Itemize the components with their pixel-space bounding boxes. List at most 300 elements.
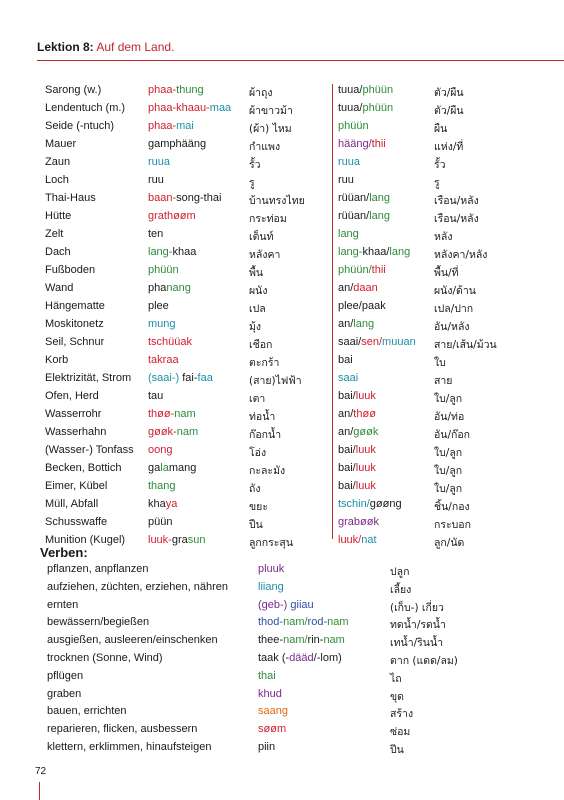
- transliteration: [148, 102, 249, 120]
- syllable: tuua/: [338, 102, 363, 114]
- syllable: ruua: [338, 156, 361, 168]
- syllable: rin-: [307, 634, 324, 647]
- syllable: an/: [338, 318, 354, 330]
- vocab-row: [45, 354, 497, 372]
- classifier-thai: ลูก/นัด: [434, 537, 465, 549]
- syllable: nat: [361, 534, 377, 546]
- verb-german: graben: [47, 687, 82, 700]
- transliteration: [148, 318, 249, 336]
- syllable: plee: [148, 300, 169, 312]
- syllable: lang-: [148, 246, 173, 258]
- german-word: Thai-Haus: [45, 192, 96, 204]
- german-word: Korb: [45, 354, 69, 366]
- transliteration: [148, 174, 249, 192]
- syllable: kha: [148, 498, 166, 510]
- verb-row: [47, 634, 458, 652]
- verb-german: bauen, errichten: [47, 705, 127, 718]
- classifier-transliteration: [338, 390, 434, 408]
- transliteration: [148, 498, 249, 516]
- syllable: la: [160, 462, 169, 474]
- classifier-transliteration: [338, 84, 434, 102]
- transliteration: [148, 120, 249, 138]
- thai-word: ก๊อกน้ำ: [249, 429, 282, 441]
- thai-word: พื้น: [249, 267, 264, 279]
- verbs-heading: Verben:: [40, 545, 88, 560]
- verb-transliteration: [258, 705, 390, 723]
- classifier-transliteration: [338, 228, 434, 246]
- thai-word: กระท่อม: [249, 213, 287, 225]
- syllable: søøm: [258, 723, 287, 736]
- syllable: ten: [148, 228, 164, 240]
- vocab-row: [45, 498, 497, 516]
- syllable: khaa: [172, 246, 197, 258]
- syllable: dääd: [289, 651, 314, 664]
- verb-german: ausgießen, ausleeren/einschenken: [47, 634, 218, 647]
- syllable: mung: [148, 318, 176, 330]
- syllable: phüün: [362, 102, 394, 114]
- syllable: nam/: [283, 634, 308, 647]
- verb-thai: (เก็บ-) เกี่ยว: [390, 601, 444, 614]
- thai-word: ผ้าถุง: [249, 87, 273, 99]
- page-header: [37, 40, 174, 54]
- verb-thai: ปีน: [390, 743, 404, 756]
- syllable: thai: [258, 669, 276, 682]
- verb-transliteration: [258, 688, 390, 706]
- syllable: lang-: [338, 246, 363, 258]
- syllable: gra: [171, 534, 188, 546]
- syllable: (saai-): [148, 372, 183, 384]
- syllable: bai: [338, 354, 353, 366]
- syllable: thod-: [258, 616, 284, 629]
- syllable: thøø-: [148, 408, 175, 420]
- vocabulary-table: [45, 84, 497, 552]
- german-word: Loch: [45, 174, 69, 186]
- classifier-thai: รู: [434, 177, 440, 189]
- classifier-thai: หลังคา/หลัง: [434, 249, 488, 261]
- verb-thai: ทดน้ำ/รดน้ำ: [390, 619, 446, 632]
- syllable: thang: [148, 480, 176, 492]
- german-word: Müll, Abfall: [45, 498, 99, 510]
- verb-transliteration: [258, 652, 390, 670]
- german-word: Mauer: [45, 138, 77, 150]
- syllable: ya: [165, 498, 178, 510]
- vocab-row: [45, 408, 497, 426]
- classifier-thai: สาย: [434, 375, 453, 387]
- syllable: nang: [166, 282, 191, 294]
- classifier-transliteration: [338, 138, 434, 156]
- classifier-transliteration: [338, 516, 434, 534]
- german-word: Zaun: [45, 156, 71, 168]
- thai-word: ขยะ: [249, 501, 268, 513]
- header-rule: [37, 60, 564, 61]
- german-word: Hütte: [45, 210, 72, 222]
- classifier-thai: ใบ/ลูก: [434, 465, 463, 477]
- vocab-row: [45, 138, 497, 156]
- german-word: Ofen, Herd: [45, 390, 99, 402]
- transliteration: [148, 462, 249, 480]
- classifier-transliteration: [338, 120, 434, 138]
- syllable: thung: [176, 84, 204, 96]
- verbs-table: [47, 563, 458, 759]
- thai-word: รั้ว: [249, 159, 261, 171]
- classifier-thai: ผืน: [434, 123, 448, 135]
- syllable: pluuk: [258, 563, 285, 575]
- thai-word: ปืน: [249, 519, 263, 531]
- classifier-thai: ใบ: [434, 357, 446, 369]
- thai-word: ลูกกระสุน: [249, 537, 294, 549]
- classifier-transliteration: [338, 192, 434, 210]
- verb-thai: เทน้ำ/รินน้ำ: [390, 637, 444, 650]
- classifier-thai: เปล/ปาก: [434, 303, 474, 315]
- classifier-transliteration: [338, 372, 434, 390]
- transliteration: [148, 282, 249, 300]
- vocab-row: [45, 444, 497, 462]
- syllable: thøø: [353, 408, 376, 420]
- syllable: luuk-: [148, 534, 172, 546]
- classifier-transliteration: [338, 174, 434, 192]
- syllable: püün: [148, 516, 173, 528]
- syllable: taak: [258, 651, 282, 664]
- vocab-row: [45, 282, 497, 300]
- syllable: plee/paak: [338, 300, 386, 312]
- syllable: /-lom): [313, 651, 342, 664]
- thai-word: เชือก: [249, 339, 273, 351]
- syllable: gøøng: [369, 498, 402, 510]
- classifier-transliteration: [338, 336, 434, 354]
- syllable: khud: [258, 687, 282, 700]
- transliteration: [148, 264, 249, 282]
- german-word: (Wasser-) Tonfass: [45, 444, 134, 456]
- vocab-row: [45, 390, 497, 408]
- syllable: thii: [371, 138, 386, 150]
- syllable: phüün: [148, 264, 179, 276]
- classifier-thai: กระบอก: [434, 519, 471, 531]
- thai-word: (สาย)ไฟฟ้า: [249, 375, 302, 387]
- syllable: pha: [148, 282, 167, 294]
- syllable: saang: [258, 705, 288, 718]
- syllable: phaa-: [148, 102, 177, 114]
- classifier-thai: อัน/ก๊อก: [434, 429, 471, 441]
- classifier-transliteration: [338, 408, 434, 426]
- transliteration: [148, 426, 249, 444]
- classifier-transliteration: [338, 156, 434, 174]
- syllable: fai-: [182, 372, 198, 384]
- vocab-row: [45, 318, 497, 336]
- vocab-row: [45, 156, 497, 174]
- syllable: faa: [197, 372, 213, 384]
- thai-word: (ผ้า) ไหม: [249, 123, 292, 135]
- classifier-thai: เรือน/หลัง: [434, 213, 479, 225]
- transliteration: [148, 516, 249, 534]
- verb-transliteration: [258, 670, 390, 688]
- syllable: liiang: [258, 580, 284, 593]
- transliteration: [148, 300, 249, 318]
- classifier-thai: พื้น/ที่: [434, 267, 459, 279]
- verb-transliteration: [258, 599, 390, 617]
- verb-row: [47, 688, 458, 706]
- german-word: Wand: [45, 282, 74, 294]
- verb-german: reparieren, flicken, ausbessern: [47, 723, 198, 736]
- classifier-thai: ใบ/ลูก: [434, 483, 463, 495]
- syllable: hääng/: [338, 138, 372, 150]
- syllable: grathøøm: [148, 210, 196, 222]
- verb-transliteration: [258, 741, 390, 759]
- vocab-row: [45, 192, 497, 210]
- verb-transliteration: [258, 563, 390, 581]
- verb-thai: ปลูก: [390, 566, 410, 578]
- german-word: Becken, Bottich: [45, 462, 122, 474]
- verb-row: [47, 563, 458, 581]
- german-word: Dach: [45, 246, 71, 258]
- classifier-thai: เรือน/หลัง: [434, 195, 479, 207]
- thai-word: กำแพง: [249, 141, 281, 153]
- syllable: bai/: [338, 462, 356, 474]
- verb-transliteration: [258, 616, 390, 634]
- syllable: (-: [281, 651, 290, 664]
- transliteration: [148, 138, 249, 156]
- syllable: bai/: [338, 444, 356, 456]
- syllable: lang: [389, 246, 411, 258]
- thai-word: เต็นท์: [249, 231, 274, 243]
- thai-word: หลังคา: [249, 249, 281, 261]
- german-word: Seil, Schnur: [45, 336, 105, 348]
- syllable: phüün: [362, 84, 394, 96]
- german-word: Zelt: [45, 228, 64, 240]
- classifier-transliteration: [338, 300, 434, 318]
- classifier-transliteration: [338, 210, 434, 228]
- syllable: muuan: [382, 336, 416, 348]
- vocab-row: [45, 120, 497, 138]
- verb-german: aufziehen, züchten, erziehen, nähren: [47, 580, 229, 593]
- verb-row: [47, 741, 458, 759]
- syllable: tschin/: [338, 498, 370, 510]
- syllable: rüüan/: [338, 192, 370, 204]
- syllable: thii: [371, 264, 386, 276]
- classifier-transliteration: [338, 264, 434, 282]
- verb-row: [47, 581, 458, 599]
- classifier-thai: สาย/เส้น/ม้วน: [434, 339, 497, 351]
- syllable: baan-: [148, 192, 177, 204]
- verb-row: [47, 599, 458, 617]
- syllable: luuk: [355, 480, 376, 492]
- syllable: piin: [258, 740, 276, 753]
- syllable: rod-: [307, 616, 328, 629]
- german-word: Lendentuch (m.): [45, 102, 126, 114]
- syllable: phüün/: [338, 264, 372, 276]
- syllable: gamphääng: [148, 138, 207, 150]
- transliteration: [148, 444, 249, 462]
- vocab-row: [45, 372, 497, 390]
- vocab-row: [45, 534, 497, 552]
- classifier-transliteration: [338, 246, 434, 264]
- classifier-thai: ตัว/ผืน: [434, 87, 464, 99]
- classifier-thai: ใบ/ลูก: [434, 393, 463, 405]
- vocab-row: [45, 174, 497, 192]
- syllable: nam: [327, 616, 349, 629]
- german-word: Munition (Kugel): [45, 534, 126, 546]
- syllable: ruua: [148, 156, 171, 168]
- transliteration: [148, 192, 249, 210]
- thai-word: โอ่ง: [249, 447, 267, 459]
- syllable: khaa/: [362, 246, 390, 258]
- syllable: saai: [338, 372, 359, 384]
- verb-german: pflügen: [47, 669, 84, 682]
- vocab-row: [45, 516, 497, 534]
- classifier-transliteration: [338, 444, 434, 462]
- transliteration: [148, 156, 249, 174]
- verb-transliteration: [258, 723, 390, 741]
- syllable: thee-: [258, 634, 284, 647]
- verb-thai: ไถ: [390, 672, 402, 685]
- verb-transliteration: [258, 581, 390, 599]
- german-word: Schusswaffe: [45, 516, 108, 528]
- classifier-thai: รั้ว: [434, 159, 446, 171]
- classifier-transliteration: [338, 534, 434, 552]
- german-word: Sarong (w.): [45, 84, 102, 96]
- syllable: an/: [338, 282, 354, 294]
- syllable: luuk/: [338, 534, 362, 546]
- classifier-transliteration: [338, 426, 434, 444]
- syllable: luuk: [355, 444, 376, 456]
- classifier-transliteration: [338, 318, 434, 336]
- verb-row: [47, 616, 458, 634]
- classifier-transliteration: [338, 498, 434, 516]
- thai-word: ผ้าขาวม้า: [249, 105, 293, 117]
- syllable: takraa: [148, 354, 179, 366]
- syllable: gøøk-: [148, 426, 177, 438]
- vocab-row: [45, 426, 497, 444]
- syllable: nam: [323, 634, 345, 647]
- syllable: luuk: [355, 462, 376, 474]
- syllable: ruu: [338, 174, 354, 186]
- syllable: grabøøk: [338, 516, 379, 528]
- verb-german: pflanzen, anpflanzen: [47, 563, 149, 575]
- syllable: tau: [148, 390, 164, 402]
- verb-german: trocknen (Sonne, Wind): [47, 651, 163, 664]
- thai-word: เตา: [249, 393, 266, 405]
- syllable: sen/: [361, 336, 383, 348]
- thai-word: รู: [249, 177, 255, 189]
- vocab-row: [45, 462, 497, 480]
- thai-word: ผนัง: [249, 285, 268, 297]
- thai-word: ถัง: [249, 483, 261, 495]
- syllable: khaau-: [176, 102, 210, 114]
- syllable: nam/: [283, 616, 308, 629]
- syllable: tschüüak: [148, 336, 193, 348]
- transliteration: [148, 534, 249, 552]
- syllable: lang: [369, 192, 390, 204]
- syllable: an/: [338, 408, 354, 420]
- syllable: tuua/: [338, 84, 363, 96]
- classifier-thai: อัน/ท่อ: [434, 411, 465, 423]
- syllable: gøøk: [353, 426, 379, 438]
- transliteration: [148, 228, 249, 246]
- verb-german: bewässern/begießen: [47, 616, 150, 629]
- transliteration: [148, 336, 249, 354]
- german-word: Fußboden: [45, 264, 96, 276]
- syllable: ruu: [148, 174, 164, 186]
- classifier-transliteration: [338, 354, 434, 372]
- thai-word: ตะกร้า: [249, 357, 280, 369]
- syllable: giiau: [290, 598, 314, 611]
- german-word: Eimer, Kübel: [45, 480, 108, 492]
- vocab-row: [45, 228, 497, 246]
- verb-row: [47, 670, 458, 688]
- transliteration: [148, 408, 249, 426]
- syllable: phaa-: [148, 120, 177, 132]
- german-word: Seide (-ntuch): [45, 120, 115, 132]
- thai-word: มุ้ง: [249, 321, 262, 333]
- syllable: daan: [353, 282, 378, 294]
- classifier-thai: ตัว/ผืน: [434, 105, 464, 117]
- lesson-topic: Auf dem Land.: [96, 40, 175, 54]
- syllable: lang: [353, 318, 375, 330]
- verb-thai: สร้าง: [390, 708, 414, 721]
- classifier-thai: หลัง: [434, 231, 453, 243]
- syllable: mai: [176, 120, 194, 132]
- classifier-thai: แห่ง/ที่: [434, 141, 464, 153]
- transliteration: [148, 354, 249, 372]
- verb-row: [47, 723, 458, 741]
- thai-word: กะละมัง: [249, 465, 286, 477]
- syllable: lang: [369, 210, 390, 222]
- syllable: song-thai: [176, 192, 222, 204]
- syllable: phaa-: [148, 84, 177, 96]
- classifier-thai: ผนัง/ด้าน: [434, 285, 476, 297]
- page-margin-mark: [39, 782, 40, 800]
- verb-thai: เลี้ยง: [390, 583, 412, 596]
- syllable: bai/: [338, 390, 356, 402]
- syllable: nam: [174, 408, 196, 420]
- transliteration: [148, 210, 249, 228]
- syllable: saai/: [338, 336, 362, 348]
- syllable: rüüan/: [338, 210, 370, 222]
- verb-transliteration: [258, 634, 390, 652]
- german-word: Hängematte: [45, 300, 105, 312]
- vocab-row: [45, 84, 497, 102]
- verb-german: klettern, erklimmen, hinaufsteigen: [47, 740, 212, 753]
- vocab-row: [45, 246, 497, 264]
- german-word: Wasserhahn: [45, 426, 107, 438]
- syllable: maa: [209, 102, 232, 114]
- syllable: nam: [176, 426, 199, 438]
- verb-row: [47, 705, 458, 723]
- syllable: bai/: [338, 480, 356, 492]
- transliteration: [148, 372, 249, 390]
- verb-german: ernten: [47, 598, 79, 611]
- verb-thai: ซ่อม: [390, 726, 411, 739]
- transliteration: [148, 480, 249, 498]
- syllable: ga: [148, 462, 161, 474]
- classifier-thai: อัน/หลัง: [434, 321, 470, 333]
- lesson-number: Lektion 8:: [37, 40, 94, 54]
- german-word: Moskitonetz: [45, 318, 104, 330]
- german-word: Elektrizität, Strom: [45, 372, 132, 384]
- classifier-transliteration: [338, 480, 434, 498]
- syllable: an/: [338, 426, 354, 438]
- transliteration: [148, 246, 249, 264]
- classifier-transliteration: [338, 102, 434, 120]
- syllable: luuk: [355, 390, 376, 402]
- syllable: (geb-): [258, 598, 291, 611]
- vocab-row: [45, 336, 497, 354]
- verb-thai: ขุด: [390, 690, 404, 703]
- transliteration: [148, 390, 249, 408]
- thai-word: เปล: [249, 303, 266, 315]
- transliteration: [148, 84, 249, 102]
- thai-word: ท่อน้ำ: [249, 411, 276, 423]
- classifier-transliteration: [338, 462, 434, 480]
